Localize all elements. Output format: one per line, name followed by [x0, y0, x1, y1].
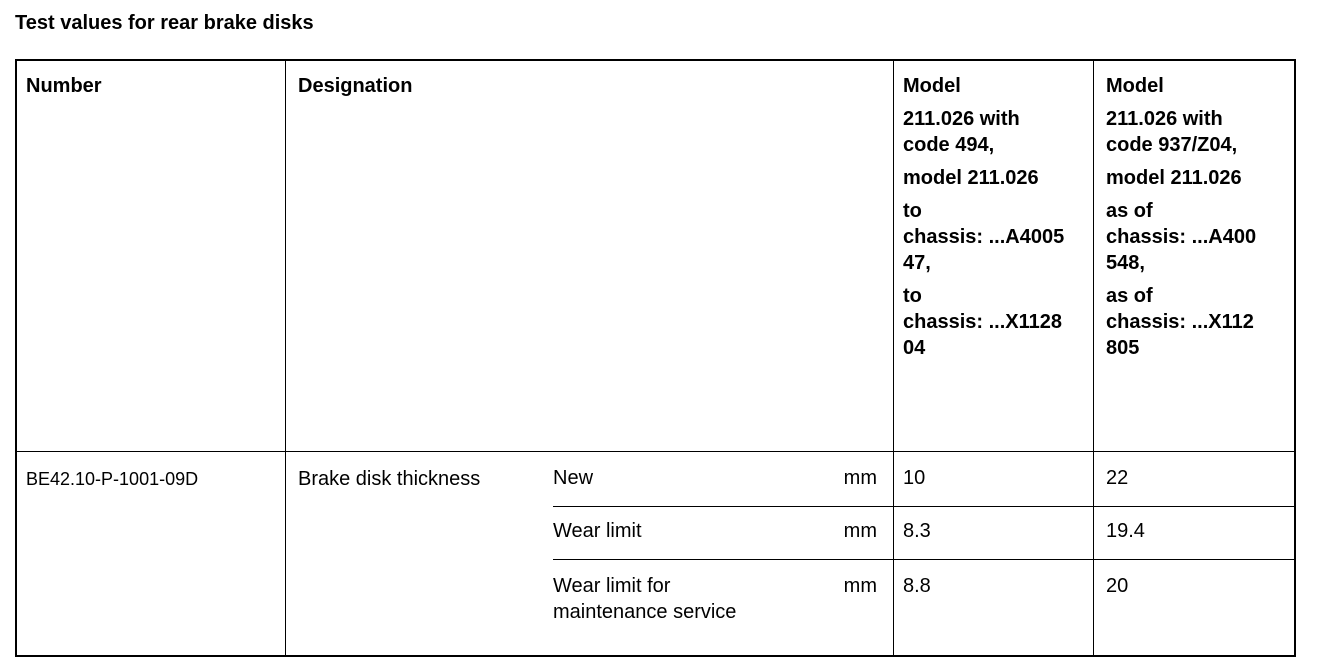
- sub-row-label: Wear limit: [553, 520, 642, 542]
- header-model-a-line: Model: [903, 75, 961, 97]
- header-number: Number: [26, 75, 102, 97]
- page-title: Test values for rear brake disks: [15, 12, 314, 34]
- sub-row-unit: mm: [843, 575, 877, 597]
- header-model-a-line: to: [903, 285, 922, 307]
- header-model-b: [1106, 73, 1256, 361]
- header-model-b-line: as of: [1106, 200, 1153, 222]
- sub-row-model-a-value: 10: [903, 467, 926, 489]
- header-model-b-line: 805: [1106, 337, 1140, 359]
- header-model-a-line: 211.026 with: [903, 108, 1020, 130]
- header-model-b-line: as of: [1106, 285, 1153, 307]
- sub-row-unit: mm: [843, 520, 877, 542]
- sub-row-model-a-value: 8.8: [903, 575, 931, 597]
- header-model-b-line: Model: [1106, 75, 1164, 97]
- sub-row-label: New: [553, 467, 594, 489]
- sub-row-label: Wear limit for: [553, 575, 671, 597]
- header-model-b-line: code 937/Z04,: [1106, 134, 1238, 156]
- header-model-a-line: 47,: [903, 252, 931, 274]
- row-divider-2: [553, 559, 1294, 560]
- header-model-b-line: 211.026 with: [1106, 108, 1223, 130]
- header-model-b-line: model 211.026: [1106, 167, 1242, 189]
- header-model-a-line: 04: [903, 337, 926, 359]
- header-model-b-line: chassis: ...A400: [1106, 226, 1257, 248]
- row-divider-1: [553, 506, 1294, 507]
- sub-row-label-continued: maintenance service: [553, 601, 737, 623]
- sub-row-model-b-value: 20: [1106, 575, 1129, 597]
- column-divider-designation: [893, 61, 894, 655]
- header-model-a-line: chassis: ...A4005: [903, 226, 1065, 248]
- test-values-table: [15, 59, 1296, 657]
- sub-row-unit: mm: [843, 467, 877, 489]
- column-divider-number: [285, 61, 286, 655]
- header-model-a-line: to: [903, 200, 922, 222]
- sub-row-model-b-value: 19.4: [1106, 520, 1145, 542]
- row-designation: Brake disk thickness: [298, 468, 481, 490]
- header-model-b-line: chassis: ...X112: [1106, 311, 1254, 333]
- header-model-a-line: code 494,: [903, 134, 995, 156]
- column-divider-model-a: [1093, 61, 1094, 655]
- sub-row-model-b-value: 22: [1106, 467, 1129, 489]
- header-model-a-line: chassis: ...X1128: [903, 311, 1063, 333]
- row-number: BE42.10-P-1001-09D: [26, 469, 199, 489]
- header-model-a: [903, 73, 1064, 361]
- header-designation: Designation: [298, 75, 413, 97]
- header-model-b-line: 548,: [1106, 252, 1145, 274]
- header-model-a-line: model 211.026: [903, 167, 1039, 189]
- header-divider: [17, 451, 1294, 452]
- sub-row-model-a-value: 8.3: [903, 520, 931, 542]
